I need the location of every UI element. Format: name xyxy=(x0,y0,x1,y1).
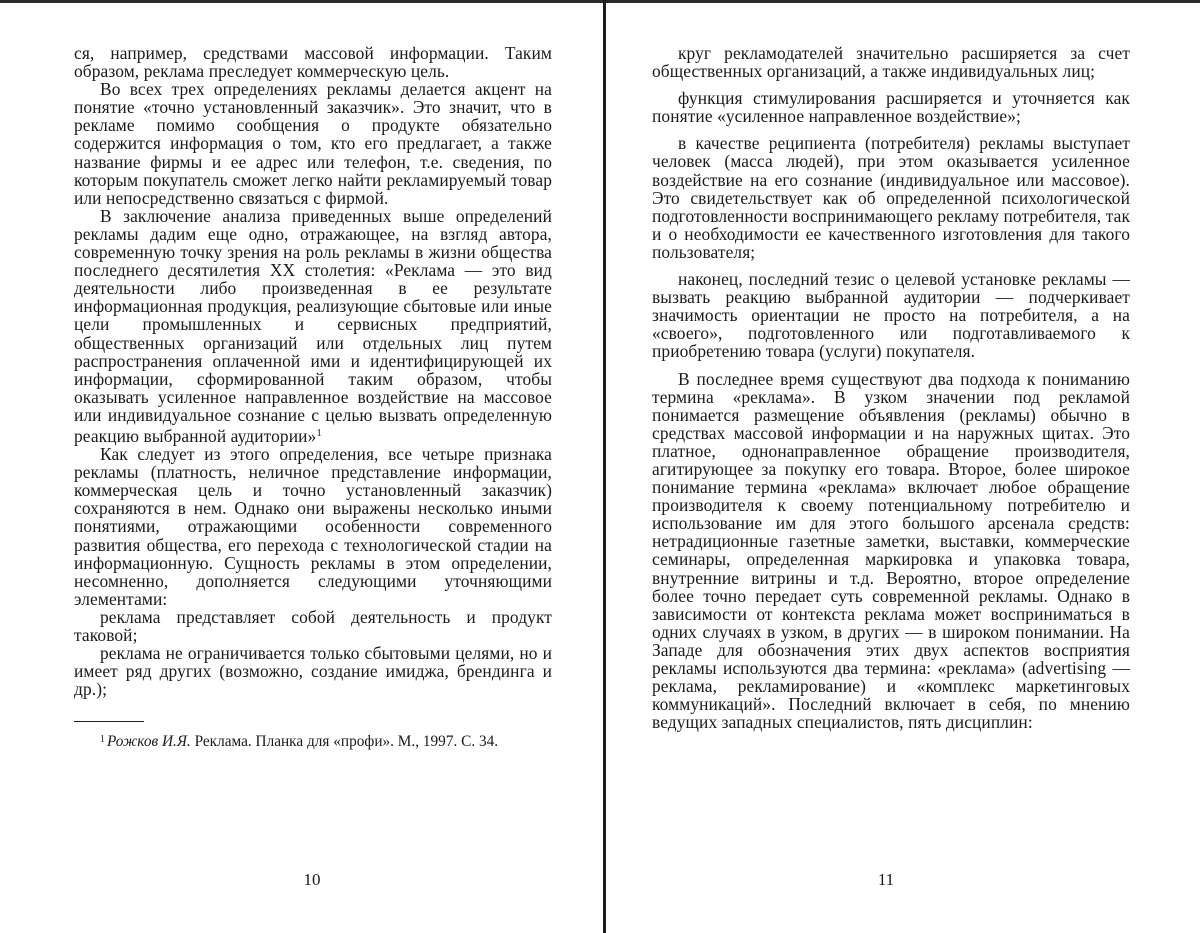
right-page-number: 11 xyxy=(877,870,895,889)
left-paragraph-3 xyxy=(74,207,552,445)
left-list-item-1: реклама представляет собой деятельность и продукт таковой; xyxy=(74,606,552,645)
right-list-item-4: наконец, последний тезис о целевой установке рекламы — вызвать реакцию выбранной аудитории — подчеркивает значимость ориентации не просто на потребителя, а на «своего», подготовленного или подготавливаемого к приобретению товара (услуги) покупателя. xyxy=(652,269,1130,362)
left-page xyxy=(74,44,552,751)
right-page xyxy=(652,44,1130,731)
footnote-reference: 1 xyxy=(316,426,322,439)
right-paragraph-5: В последнее время существуют два подхода к пониманию термина «реклама». В узком значении под рекламой понимается размещение объявления (рекламы) обычно в средствах массовой информации и на наружных щитах. Это платное, однонаправленное обращение производителя, агитирующее за покупку его товара. Второе, более широкое понимание термина «реклама» включает любое обращение производителя к своему потенциальному потребителю и использование им для этого большого арсенала средств: нетрадиционные газетные заметки, выставки, коммерческие семинары, определенная маркировка и упаковка товара, внутренние витрины и т.д. Вероятно, второе определение более точно передает суть современной рекламы. Однако в зависимости от контекста реклама может восприниматься в одних случаях в узком, в других — в широком понимании. На Западе для обозначения этих двух аспектов восприятия рекламы используются два термина: «реклама» (advertising — реклама, рекламирование) и «комплекс маркетинговых коммуникаций». Последний включает в себя, по мнению ведущих западных специалистов, пять дисциплин: xyxy=(652,368,1130,733)
book-top-edge xyxy=(0,0,1200,3)
footnote-divider xyxy=(74,721,144,722)
left-list-item-2: реклама не ограничивается только сбытовыми целями, но и имеет ряд других (возможно, создание имиджа, брендинга и др.); xyxy=(74,643,552,700)
book-spine xyxy=(603,0,606,933)
left-page-number: 10 xyxy=(303,870,321,889)
footnote-number: 1 xyxy=(100,734,105,746)
footnote-text: Реклама. Планка для «профи». М., 1997. С. 34. xyxy=(194,733,499,751)
left-paragraph-1: ся, например, средствами массовой информации. Таким образом, реклама преследует коммерческую цель. xyxy=(74,43,552,82)
left-paragraph-2: Во всех трех определениях рекламы делается акцент на понятие «точно установленный заказчик». Это значит, что в рекламе помимо сообщения о продукте обязательно содержится информация о том, кто его предлагает, а также название фирмы и ее адрес или телефон, т.е. сведения, по которым покупатель сможет легко найти рекламируемый товар или непосредственно связаться с фирмой. xyxy=(74,79,552,208)
left-paragraph-3-text: В заключение анализа приведенных выше определений рекламы дадим еще одно, отражающее, на взгляд автора, современную точку зрения на роль рекламы в жизни общества последнего десятилетия XX столетия: «Реклама — это вид деятельности либо произведенная в ее результате информационная продукция, реализующие сбытовые или иные цели промышленных и сервисных предприятий, общественных организаций или отдельных лиц путем распространения оплаченной ими и идентифицирующей их информации, сформированной таким образом, чтобы оказывать усиленное направленное воздействие на массовое или индивидуальное сознание с целью вызвать определенную реакцию выбранной аудитории» xyxy=(74,205,552,446)
footnote-author: Рожков И.Я. xyxy=(107,733,191,751)
right-list-item-1: круг рекламодателей значительно расширяется за счет общественных организаций, а также индивидуальных лиц; xyxy=(652,43,1130,82)
right-list-item-3: в качестве реципиента (потребителя) рекламы выступает человек (масса людей), при этом оказывается усиленное воздействие на его сознание (индивидуальное или массовое). Это свидетельствует как об определенной психологической подготовленности воспринимающего рекламу потребителя, так и о необходимости ее качественного изготовления для такого пользователя; xyxy=(652,133,1130,262)
footnote xyxy=(74,731,552,751)
left-paragraph-4: Как следует из этого определения, все четыре признака рекламы (платность, неличное представление информации, коммерческая цель и точно установленный заказчик) сохраняются в нем. Однако они выражены несколько иными понятиями, отражающими особенности современного развития общества, его перехода с технологической стадии на информационную. Сущность рекламы в этом определении, несомненно, дополняется следующими уточняющими элементами: xyxy=(74,444,552,609)
right-list-item-2: функция стимулирования расширяется и уточняется как понятие «усиленное направленное воздействие»; xyxy=(652,88,1130,127)
